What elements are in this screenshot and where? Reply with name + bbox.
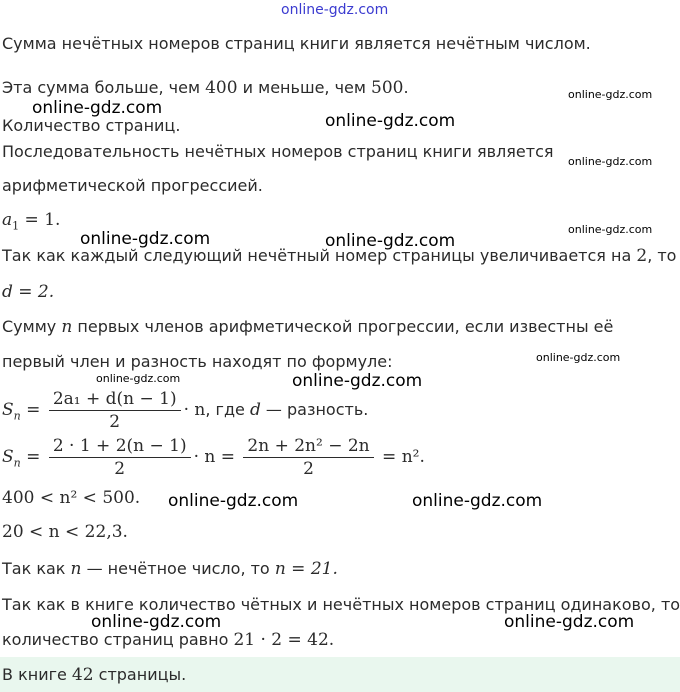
text-part: количество страниц равно	[2, 630, 234, 649]
result: = n².	[376, 447, 425, 467]
answer-block	[0, 657, 680, 692]
var-a: a	[2, 210, 13, 230]
numerator: 2 · 1 + 2(n − 1)	[49, 436, 191, 458]
text-part: В книге	[2, 665, 72, 684]
var-S: S	[2, 400, 14, 420]
text-part: , где	[205, 400, 250, 419]
text-part: Так как каждый следующий нечётный номер страницы увеличивается на	[2, 246, 637, 265]
subscript: n	[13, 456, 21, 470]
text-part: Сумму	[2, 317, 62, 336]
watermark: online-gdz.com	[568, 155, 653, 168]
subscript: 1	[12, 219, 20, 233]
text-part: , то	[647, 246, 677, 265]
watermark: online-gdz.com	[292, 371, 423, 391]
numerator: 2a₁ + d(n − 1)	[49, 389, 181, 411]
text-part: и меньше, чем	[237, 78, 372, 97]
fraction	[49, 436, 191, 479]
text-line-15	[2, 559, 338, 579]
text-line-4: Последовательность нечётных номеров страниц книги является	[2, 142, 554, 161]
text-part: — нечётное число, то	[81, 559, 275, 578]
text-line-3: Количество страниц.	[2, 116, 181, 135]
number: 42	[71, 665, 94, 685]
denominator: 2	[303, 459, 314, 479]
text-part: Эта сумма больше, чем	[2, 78, 206, 97]
inequality-1: 400 < n² < 500.	[2, 488, 141, 508]
text-part: первых членов арифметической прогрессии, если известны её	[72, 317, 614, 336]
formula-d: d = 2.	[2, 282, 55, 302]
text-line-16: Так как в книге количество чётных и нечётных номеров страниц одинаково, то	[2, 595, 680, 614]
watermark: online-gdz.com	[168, 491, 299, 511]
equals: =	[20, 447, 46, 467]
formula-sum-specific	[2, 436, 425, 479]
denominator: 2	[109, 412, 121, 432]
formula-n: n = 21.	[274, 559, 338, 579]
text-line-2	[2, 78, 409, 98]
watermark: online-gdz.com	[504, 612, 635, 632]
watermark: online-gdz.com	[325, 231, 456, 251]
equals: =	[20, 400, 46, 420]
denominator: 2	[114, 459, 126, 479]
watermark: online-gdz.com	[568, 88, 653, 101]
watermark: online-gdz.com	[536, 351, 621, 364]
watermark-top: online-gdz.com	[281, 2, 389, 18]
subscript: n	[13, 409, 21, 423]
text-part: = 1.	[19, 210, 61, 230]
text-part: — разность.	[260, 400, 369, 419]
text-line-10: первый член и разность находят по формуле:	[2, 352, 393, 371]
formula-sum-general	[2, 389, 368, 432]
number: 2	[636, 246, 648, 266]
middle: · n =	[193, 447, 241, 467]
fraction	[243, 436, 373, 479]
numerator: 2n + 2n² − 2n	[243, 436, 373, 458]
inequality-2: 20 < n < 22,3.	[2, 522, 128, 542]
text-line-17	[2, 630, 334, 650]
watermark: online-gdz.com	[568, 223, 653, 236]
text-line-9	[2, 317, 613, 337]
formula-a1	[2, 210, 60, 236]
watermark: online-gdz.com	[91, 612, 222, 632]
var-n: n	[61, 317, 73, 337]
formula-product: 21 · 2 = 42.	[233, 630, 335, 650]
watermark: online-gdz.com	[325, 111, 456, 131]
answer-text	[2, 665, 186, 685]
fraction	[49, 389, 181, 432]
var-d: d	[249, 400, 261, 420]
text-part: .	[403, 78, 409, 97]
number: 400	[205, 78, 238, 98]
watermark: online-gdz.com	[412, 491, 543, 511]
text-part: Так как	[2, 559, 71, 578]
text-line-5: арифметической прогрессией.	[2, 176, 263, 195]
watermark: online-gdz.com	[32, 98, 163, 118]
var-S: S	[2, 447, 14, 467]
tail: · n	[183, 400, 206, 420]
watermark: online-gdz.com	[96, 372, 181, 385]
var-n: n	[70, 559, 82, 579]
watermark: online-gdz.com	[80, 229, 211, 249]
text-line-1: Сумма нечётных номеров страниц книги является нечётным числом.	[2, 34, 591, 53]
text-part: страницы.	[93, 665, 187, 684]
number: 500	[371, 78, 404, 98]
